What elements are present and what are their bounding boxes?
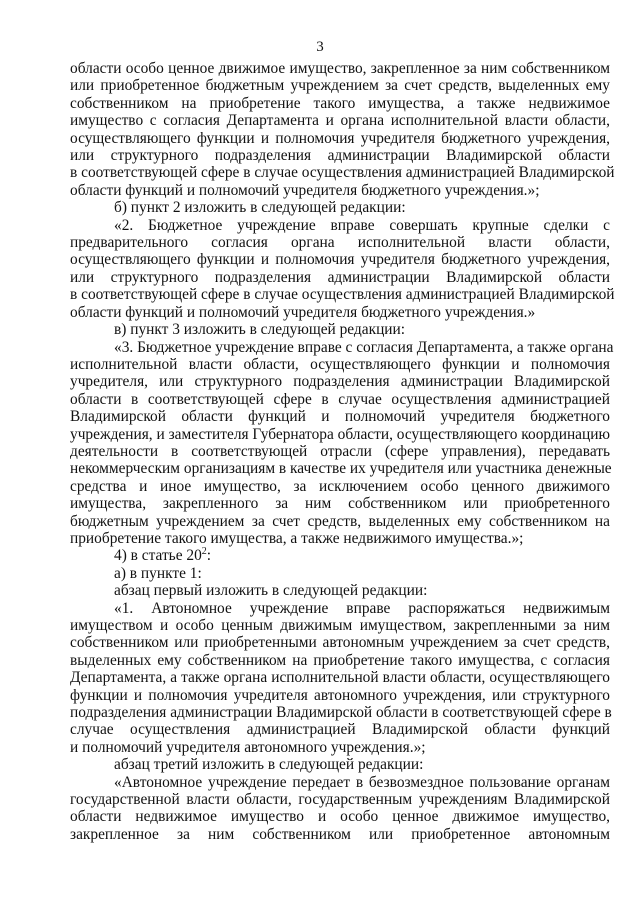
text-line: предварительного согласия органа исполнительной власти области, bbox=[70, 234, 610, 252]
text-line: выделенных ему собственником на приобретение такого имущества, с согласия bbox=[70, 651, 610, 669]
text-line: Владимирской области функций и полномочий учредителя бюджетного bbox=[70, 408, 610, 426]
text-line: деятельности в соответствующей отрасли (сфере управления), передавать bbox=[70, 442, 610, 460]
text-line: имущества, закрепленного за ним собственником или приобретенного bbox=[70, 495, 610, 513]
quote-first-line: «1. Автономное учреждение вправе распоряжаться недвижимым bbox=[114, 599, 610, 617]
article-heading bbox=[70, 547, 610, 564]
text-line: исполнительной власти области, осуществляющего функции и полномочия bbox=[70, 355, 610, 373]
text-line: или приобретенное бюджетным учреждением за счет средств, выделенных ему bbox=[70, 77, 610, 95]
text-line: функции и полномочия учредителя автономного учреждения, или структурного bbox=[70, 686, 610, 704]
text-line: имуществом и особо ценным движимым имуществом, закрепленными за ним bbox=[70, 617, 610, 634]
page-number: 3 bbox=[316, 39, 324, 55]
text-line: случае осуществления администрацией Владимирской области функций bbox=[70, 721, 610, 739]
text-line: осуществляющего функции и полномочия учредителя бюджетного учреждения, bbox=[70, 129, 610, 147]
quote-first-line: «2. Бюджетное учреждение вправе совершать крупные сделки с bbox=[114, 216, 610, 234]
text-line: или структурного подразделения администрации Владимирской области bbox=[70, 147, 610, 165]
document-body bbox=[70, 60, 615, 843]
text-line: области недвижимое имущество и особо ценное движимое имущество, bbox=[70, 808, 610, 826]
article-superscript: 2 bbox=[201, 546, 207, 558]
quote-first-line: «3. Бюджетное учреждение вправе с согласия Департамента, а также органа bbox=[114, 338, 614, 356]
text-line: или структурного подразделения администрации Владимирской области bbox=[70, 268, 610, 286]
article-heading-text: 4) в статье 20 bbox=[114, 547, 202, 565]
text-line: учредителя, или структурного подразделения администрации Владимирской bbox=[70, 373, 610, 391]
text-line: подразделения администрации Владимирской области в соответствующей сфере в bbox=[70, 704, 612, 722]
paragraph-heading: в) пункт 3 изложить в следующей редакции: bbox=[114, 321, 406, 339]
text-line: собственником на приобретение такого имущества, а также недвижимое bbox=[70, 94, 610, 112]
text-line: бюджетным учреждением за счет средств, выделенных ему собственником на bbox=[70, 512, 610, 530]
text-line: области в соответствующей сфере в случае осуществления администрацией bbox=[70, 390, 610, 408]
paragraph-heading: а) в пункте 1: bbox=[114, 564, 202, 582]
text-line: и полномочий учредителя автономного учреждения.»; bbox=[70, 738, 426, 756]
text-line: в соответствующей сфере в случае осуществления администрацией Владимирской bbox=[70, 164, 615, 182]
paragraph-heading: б) пункт 2 изложить в следующей редакции: bbox=[114, 199, 406, 217]
text-line: приобретение такого имущества, а также недвижимого имущества.»; bbox=[70, 529, 524, 547]
text-line: области особо ценное движимое имущество, закрепленное за ним собственником bbox=[70, 60, 610, 77]
text-line: учреждения, и заместителя Губернатора области, осуществляющего координацию bbox=[70, 425, 610, 443]
text-line: осуществляющего функции и полномочия учредителя бюджетного учреждения, bbox=[70, 251, 610, 269]
text-line: собственником или приобретенными автономным учреждением за счет средств, bbox=[70, 634, 610, 652]
text-line: Департамента, а также органа исполнительной власти области, осуществляющего bbox=[70, 669, 610, 687]
text-line: в соответствующей сфере в случае осуществления администрацией Владимирской bbox=[70, 286, 615, 304]
quote-first-line: «Автономное учреждение передает в безвозмездное пользование органам bbox=[114, 773, 610, 791]
text-line: некоммерческим организациям в качестве их учредителя или участника денежные bbox=[70, 460, 612, 478]
text-line: имущество с согласия Департамента и органа исполнительной власти области, bbox=[70, 112, 610, 130]
text-line: закрепленное за ним собственником или приобретенное автономным bbox=[70, 825, 610, 843]
article-heading-colon: : bbox=[206, 547, 212, 565]
text-line: области функций и полномочий учредителя бюджетного учреждения.»; bbox=[70, 181, 540, 199]
text-line: средства и иное имущество, за исключением особо ценного движимого bbox=[70, 477, 610, 495]
paragraph-heading: абзац первый изложить в следующей редакции: bbox=[114, 582, 428, 600]
text-line: области функций и полномочий учредителя бюджетного учреждения.» bbox=[70, 303, 536, 321]
paragraph-heading: абзац третий изложить в следующей редакции: bbox=[114, 756, 424, 774]
text-line: государственной власти области, государственным учреждениям Владимирской bbox=[70, 791, 610, 809]
